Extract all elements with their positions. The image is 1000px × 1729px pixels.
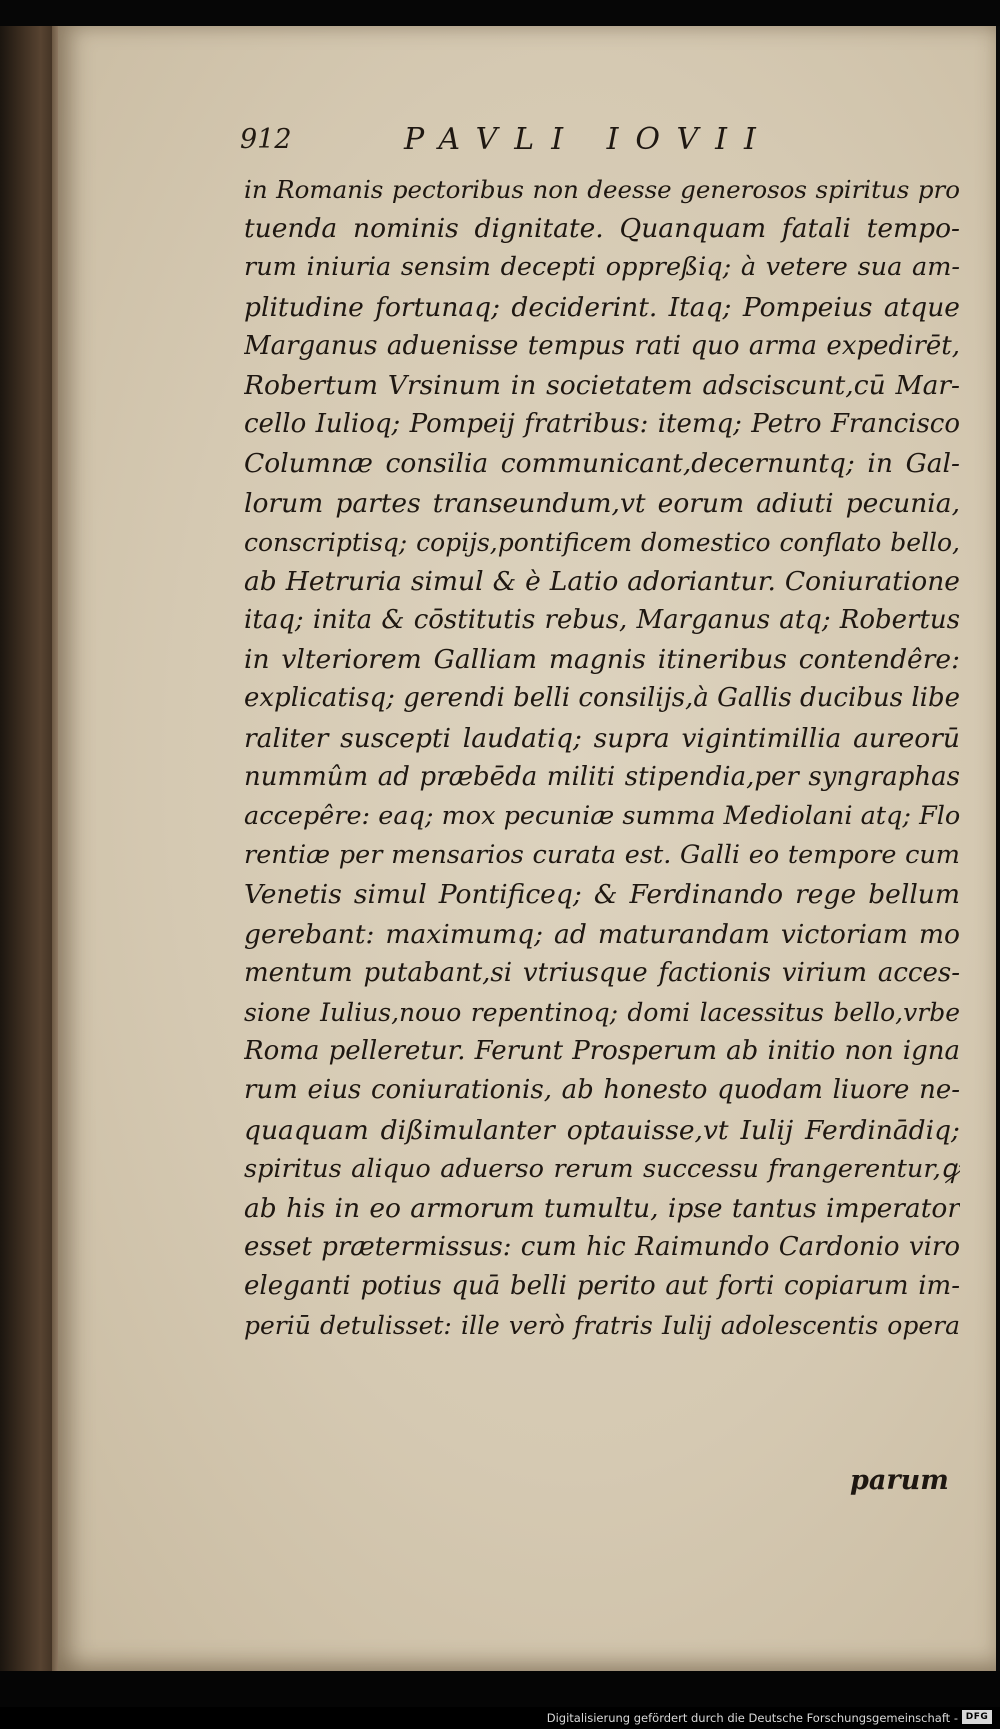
text-line: spiritus aliquo aduerso rerum successu frangerentur,ꝙ: [244, 1153, 960, 1184]
book-binding: [0, 26, 58, 1671]
text-line: mentum putabant,si vtriusque factionis virium acces-: [244, 957, 960, 988]
text-line: itaq; inita & cōstitutis rebus, Marganus atq; Robertus: [244, 605, 960, 636]
text-line: eleganti potius quā belli perito aut forti copiarum im-: [244, 1271, 960, 1302]
text-line: rum eius coniurationis, ab honesto quodam liuore ne-: [244, 1075, 960, 1106]
text-line: lorum partes transeundum,vt eorum adiuti pecunia,: [244, 487, 960, 519]
text-line: quaquam dißimulanter optauisse,vt Iulij Ferdinādiq;: [244, 1114, 960, 1146]
text-line: rum iniuria sensim decepti oppreßiq; à vetere sua am-: [244, 252, 960, 283]
catchword: parum: [850, 1465, 949, 1496]
text-line: Marganus aduenisse tempus rati quo arma expedirēt,: [244, 330, 960, 361]
text-line: ab Hetruria simul & è Latio adoriantur. Coniuratione: [244, 565, 960, 597]
text-line: sione Iulius,nouo repentinoq; domi lacessitus bello,vrbe: [244, 997, 960, 1027]
text-line: nummûm ad præbēda militi stipendia,per syngraphas: [244, 761, 960, 792]
text-line: Robertum Vrsinum in societatem adsciscunt,cū Mar-: [244, 369, 960, 401]
text-line: in vlteriorem Galliam magnis itineribus contendêre:: [244, 644, 960, 676]
funding-credit: Digitalisierung gefördert durch die Deutsche Forschungsgemeinschaft -: [546, 1711, 958, 1725]
scan-bottom-edge: [0, 1671, 1000, 1707]
running-head: PAVLI IOVII: [404, 122, 773, 157]
scan-top-edge: [0, 0, 1000, 26]
text-line: Venetis simul Pontificeq; & Ferdinando rege bellum: [244, 879, 960, 911]
text-line: conscriptisq; copijs,pontificem domestico conflato bello,: [244, 527, 960, 557]
text-line: tuenda nominis dignitate. Quanquam fatali tempo-: [244, 213, 960, 245]
text-line: Columnæ consilia communicant,decernuntq; in Gal-: [244, 448, 960, 480]
text-line: explicatisq; gerendi belli consilijs,à Gallis ducibus libe: [244, 683, 960, 714]
text-line: Roma pelleretur. Ferunt Prosperum ab initio non igna: [244, 1036, 960, 1067]
text-line: cello Iulioq; Pompeij fratribus: itemq; Petro Francisco: [244, 409, 960, 440]
text-line: periū detulisset: ille verò fratris Iulij adolescentis opera: [244, 1311, 960, 1341]
text-line: accepêre: eaq; mox pecuniæ summa Mediolani atq; Flo: [244, 801, 960, 831]
body-text: [244, 170, 960, 1346]
text-line: gerebant: maximumq; ad maturandam victoriam mo: [244, 918, 960, 950]
page-number: 912: [240, 124, 292, 155]
text-line: raliter suscepti laudatiq; supra vigintimillia aureorū: [244, 722, 960, 754]
text-line: plitudine fortunaq; deciderint. Itaq; Pompeius atque: [244, 291, 960, 323]
text-line: rentiæ per mensarios curata est. Galli eo tempore cum: [244, 840, 960, 871]
text-line: ab his in eo armorum tumultu, ipse tantus imperator: [244, 1192, 960, 1224]
dfg-logo-icon: DFG: [962, 1710, 992, 1724]
text-line: in Romanis pectoribus non deesse generosos spiritus pro: [244, 175, 960, 204]
text-line: esset prætermissus: cum hic Raimundo Cardonio viro: [244, 1232, 960, 1263]
